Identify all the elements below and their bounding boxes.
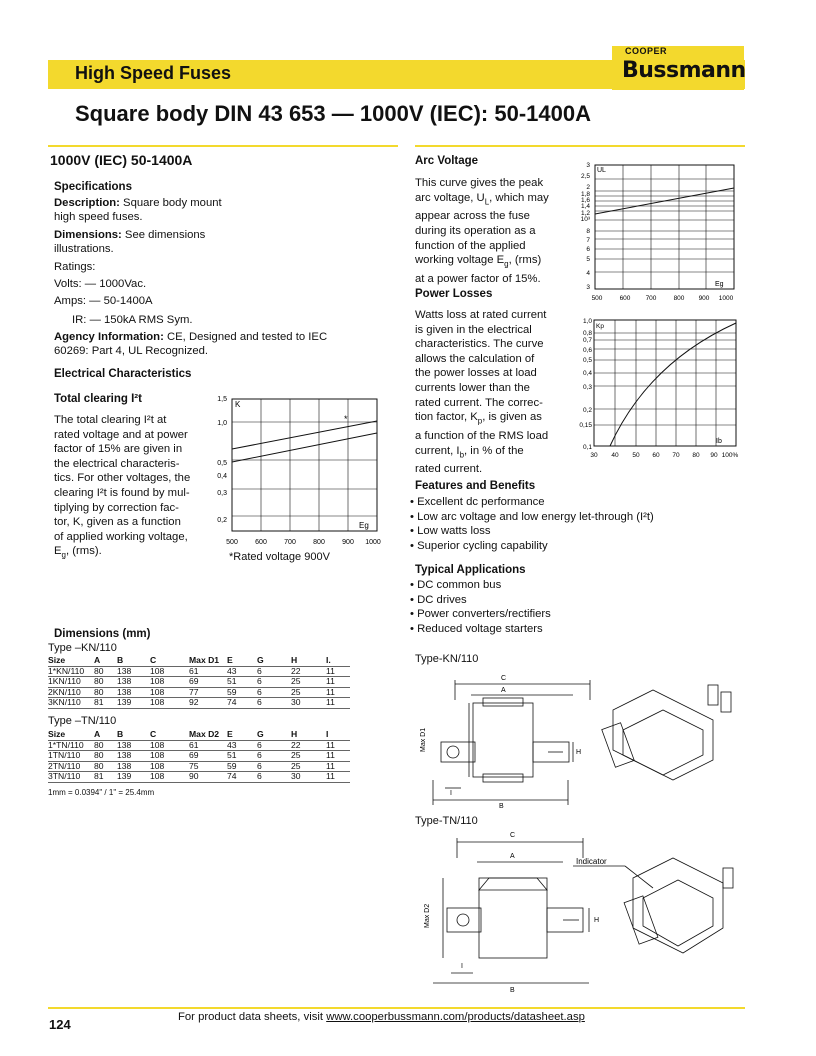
cell: 3TN/110 [48, 772, 94, 783]
arc-tick-y: 5 [586, 256, 590, 263]
cell: 81 [94, 772, 117, 783]
kn-drawing [413, 670, 743, 810]
cell: 6 [257, 687, 291, 698]
apps-heading: Typical Applications [415, 564, 526, 576]
power-tick-y: 0,8 [582, 330, 592, 337]
power-l10b: , in % of the [464, 444, 524, 457]
table-row [48, 751, 350, 762]
arc-tick-x: 1000 [718, 295, 734, 302]
arc-tick-y: 7 [586, 237, 590, 244]
brand-logo [612, 46, 744, 90]
cell: 80 [94, 751, 117, 762]
arc-tick-y: 3 [586, 284, 590, 291]
cell: 30 [291, 698, 326, 709]
clearing-line: tiplying by correction fac- [54, 501, 179, 514]
dim-c-label-tn: C [510, 832, 516, 839]
arc-tick-x: 700 [645, 295, 657, 302]
cell: 30 [291, 772, 326, 783]
k-tick-x: 900 [342, 539, 354, 546]
cell: 139 [117, 772, 150, 783]
clearing-line: tor, K, given as a function [54, 516, 181, 529]
cell: 61 [189, 666, 227, 677]
cell: 81 [94, 698, 117, 709]
tn-header-row [48, 730, 350, 740]
cell: 1KN/110 [48, 677, 94, 688]
cell: 6 [257, 761, 291, 772]
clearing-line: tics. For other voltages, the [54, 472, 191, 485]
cell: 51 [227, 751, 257, 762]
kn-col: A [94, 656, 117, 666]
arc-line: at a power factor of 15%. [415, 273, 541, 286]
cell: 2KN/110 [48, 687, 94, 698]
brand-top: COOPER [625, 46, 668, 56]
power-text [415, 308, 580, 477]
power-tick-y: 0,5 [582, 357, 592, 364]
spec-heading: Specifications [54, 181, 132, 193]
cell: 80 [94, 687, 117, 698]
clearing-heading: Total clearing I²t [54, 393, 142, 405]
arc-tick-y: 1,4 [580, 203, 590, 210]
arc-eg-sub: g [504, 259, 509, 269]
cell: 25 [291, 677, 326, 688]
arc-tick-y: 4 [586, 270, 590, 277]
k-tick-y: 1,5 [217, 396, 227, 403]
cell: 77 [189, 687, 227, 698]
footer-rule [48, 1007, 745, 1009]
power-tick-y: 0,4 [582, 370, 592, 377]
cell: 11 [326, 772, 350, 783]
dim-a-label-tn: A [510, 853, 515, 860]
kn-col: G [257, 656, 291, 666]
power-series [610, 323, 736, 446]
list-item: • Power converters/rectifiers [410, 608, 551, 621]
dimensions-info [54, 228, 205, 243]
cell: 43 [227, 666, 257, 677]
cell: 25 [291, 761, 326, 772]
power-tick-x: 100% [721, 452, 739, 459]
power-tick-x: 30 [590, 452, 598, 459]
cell: 92 [189, 698, 227, 709]
power-tick-y: 0,15 [579, 422, 592, 429]
dim-label: Dimensions: [54, 229, 122, 241]
cell: 138 [117, 740, 150, 751]
k-tick-y: 0,5 [217, 460, 227, 467]
table-row [48, 698, 350, 709]
k-tick-x: 500 [226, 539, 238, 546]
arc-chart [568, 158, 740, 306]
arc-tick-x: 600 [619, 295, 631, 302]
cell: 74 [227, 698, 257, 709]
dim-b-label-tn: B [510, 987, 515, 993]
cell: 25 [291, 751, 326, 762]
cell: 59 [227, 761, 257, 772]
k-chart-grid [232, 399, 377, 531]
cell: 11 [326, 687, 350, 698]
k-tick-y: 0,4 [217, 473, 227, 480]
cell: 11 [326, 761, 350, 772]
cell: 6 [257, 677, 291, 688]
arc-tick-y: 1,6 [580, 197, 590, 204]
arc-tick-y: 2,5 [580, 173, 590, 180]
cell: 108 [150, 740, 189, 751]
arc-text [415, 176, 580, 287]
tn-col: H [291, 730, 326, 740]
kn-table [48, 656, 350, 709]
k-series-lower [232, 433, 377, 462]
kn-col: Max D1 [189, 656, 227, 666]
subtitle: 1000V (IEC) 50-1400A [50, 152, 193, 168]
rule-right [415, 145, 745, 147]
tn-table [48, 730, 350, 783]
power-l8sub: p [477, 416, 483, 426]
dim-d1-label: Max D1 [420, 727, 427, 752]
power-tick-y: 1,0 [582, 318, 592, 325]
k-chart [205, 392, 385, 550]
clearing-line: of applied working voltage, [54, 530, 188, 543]
power-line: rated current. The correc- [415, 396, 543, 409]
cell: 1TN/110 [48, 751, 94, 762]
eg-symbol: E [54, 545, 62, 558]
agency-text: CE, Designed and tested to IEC [163, 331, 328, 343]
cell: 138 [117, 687, 150, 698]
cell: 74 [227, 772, 257, 783]
table-row [48, 677, 350, 688]
tn-col: C [150, 730, 189, 740]
arc-chart-frame [595, 165, 734, 289]
k-tick-x: 1000 [365, 539, 381, 546]
power-tick-x: 60 [652, 452, 660, 459]
power-x-label: Ib [716, 438, 722, 445]
tn-label: Type –TN/110 [48, 715, 117, 727]
power-line: the power losses at load [415, 367, 537, 380]
arc-line: function of the applied [415, 239, 526, 252]
ratings-volts: Volts: — 1000Vac. [54, 278, 147, 290]
tn-col: Size [48, 730, 94, 740]
dim-heading: Dimensions (mm) [54, 628, 151, 640]
list-item: • DC drives [410, 593, 467, 606]
power-l10a: current, I [415, 444, 460, 457]
kn-col: B [117, 656, 150, 666]
cell: 108 [150, 698, 189, 709]
power-line: currents lower than the [415, 381, 530, 394]
page-number: 124 [49, 1017, 71, 1032]
arc-line [415, 253, 580, 272]
elec-heading: Electrical Characteristics [54, 368, 192, 380]
desc-text: Square body mount [119, 197, 222, 209]
k-annotation: * [344, 414, 348, 424]
arc-tick-x: 900 [698, 295, 710, 302]
cell: 2TN/110 [48, 761, 94, 772]
cell: 80 [94, 677, 117, 688]
arc-tick-x: 800 [673, 295, 685, 302]
tn-drawing [413, 828, 743, 993]
dim-i-label-tn: I [461, 963, 463, 970]
dimensions-info-2: illustrations. [54, 243, 114, 255]
cell: 11 [326, 698, 350, 709]
dim-a-label: A [501, 687, 506, 694]
tn-col: I [326, 730, 350, 740]
rated-note: *Rated voltage 900V [229, 551, 330, 563]
ratings-label: Ratings: [54, 261, 96, 273]
brand-name: Bussmann [622, 58, 746, 83]
list-item: • Excellent dc performance [410, 496, 545, 508]
dim-i-label: I [450, 790, 452, 797]
list-item: • Superior cycling capability [410, 539, 548, 552]
cell: 108 [150, 687, 189, 698]
power-line: allows the calculation of [415, 352, 535, 365]
cell: 11 [326, 751, 350, 762]
eg-end: , (rms). [66, 545, 102, 558]
features-heading: Features and Benefits [415, 480, 536, 492]
features-list [410, 495, 654, 553]
arc-line-b: working voltage E [415, 254, 505, 267]
cell: 11 [326, 677, 350, 688]
dim-h-label-tn: H [594, 917, 600, 924]
cell: 139 [117, 698, 150, 709]
cell: 11 [326, 666, 350, 677]
table-row [48, 740, 350, 751]
k-tick-x: 700 [284, 539, 296, 546]
clearing-line-last [54, 544, 214, 563]
dim-b-label: B [499, 803, 504, 810]
agency-label: Agency Information: [54, 331, 164, 343]
power-tick-x: 70 [672, 452, 680, 459]
k-axis-label: K [235, 400, 241, 409]
arc-eg-end: , (rms) [508, 254, 542, 267]
footer-prefix: For product data sheets, visit [178, 1011, 327, 1023]
cell: 43 [227, 740, 257, 751]
tn-col: Max D2 [189, 730, 227, 740]
arc-tick-y: 1,8 [580, 191, 590, 198]
cell: 1*KN/110 [48, 666, 94, 677]
power-chart [568, 313, 743, 461]
arc-tick-y: 3 [586, 162, 590, 169]
clearing-line: rated voltage and at power [54, 428, 188, 441]
cell: 138 [117, 677, 150, 688]
power-tick-y: 0,2 [582, 407, 592, 414]
clearing-line: clearing I²t is found by mul- [54, 486, 190, 499]
k-tick-y: 1,0 [217, 420, 227, 427]
arc-heading: Arc Voltage [415, 155, 479, 167]
description-2: high speed fuses. [54, 211, 143, 223]
cell: 80 [94, 761, 117, 772]
cell: 61 [189, 740, 227, 751]
power-axis-label: Kp [596, 323, 604, 330]
cell: 108 [150, 677, 189, 688]
section-title: High Speed Fuses [75, 63, 232, 83]
arc-line: This curve gives the peak [415, 177, 544, 189]
power-l10sub: b [459, 449, 465, 459]
dim-text: See dimensions [121, 229, 206, 241]
arc-x-label: Eg [715, 281, 724, 288]
cell: 59 [227, 687, 257, 698]
list-item: • Reduced voltage starters [410, 622, 543, 635]
footer-link[interactable]: www.cooperbussmann.com/products/datasheet.asp [326, 1011, 585, 1023]
tn-col: G [257, 730, 291, 740]
table-row [48, 761, 350, 772]
tn-col: A [94, 730, 117, 740]
desc-label: Description: [54, 197, 120, 209]
cell: 90 [189, 772, 227, 783]
cell: 108 [150, 666, 189, 677]
cell: 69 [189, 751, 227, 762]
power-tick-x: 40 [611, 452, 619, 459]
arc-line: appear across the fuse [415, 210, 530, 223]
k-tick-y: 0,2 [217, 517, 227, 524]
cell: 1*TN/110 [48, 740, 94, 751]
rule-left [48, 145, 398, 147]
dim-c-label: C [501, 675, 507, 682]
clearing-text [54, 413, 214, 563]
power-tick-y: 0,7 [582, 337, 592, 344]
power-tick-y: 0,3 [582, 384, 592, 391]
dim-h-label: H [576, 749, 582, 756]
power-line: is given in the electrical [415, 323, 532, 336]
table-row [48, 666, 350, 677]
tn-col: B [117, 730, 150, 740]
power-chart-grid [594, 320, 736, 446]
ratings-amps: Amps: — 50-1400A [54, 295, 153, 307]
dim-d2-label: Max D2 [424, 903, 431, 928]
type-tn-label: Type-TN/110 [415, 815, 478, 827]
kn-col: H [291, 656, 326, 666]
kn-col: C [150, 656, 189, 666]
description [54, 196, 222, 211]
agency-info [54, 330, 327, 345]
cell: 22 [291, 666, 326, 677]
cell: 25 [291, 687, 326, 698]
power-line: characteristics. The curve [415, 338, 544, 351]
arc-line: during its operation as a [415, 225, 536, 238]
arc-line-a: arc voltage, U [415, 191, 485, 204]
arc-tick-y: 6 [586, 246, 590, 253]
cell: 138 [117, 666, 150, 677]
cell: 51 [227, 677, 257, 688]
clearing-line: the electrical characteris- [54, 457, 180, 470]
table-row [48, 772, 350, 783]
k-tick-x: 600 [255, 539, 267, 546]
cell: 6 [257, 666, 291, 677]
arc-axis-label: UL [597, 167, 606, 174]
cell: 138 [117, 761, 150, 772]
cell: 138 [117, 751, 150, 762]
kn-col: Size [48, 656, 94, 666]
list-item: • Low arc voltage and low energy let-through (I²t) [410, 510, 654, 523]
indicator-label: Indicator [576, 857, 607, 866]
power-l8b: , is given as [482, 411, 542, 424]
power-line: Watts loss at rated current [415, 309, 547, 321]
cell: 69 [189, 677, 227, 688]
cell: 108 [150, 772, 189, 783]
page-title: Square body DIN 43 653 — 1000V (IEC): 50-1400A [75, 101, 591, 126]
eg-sub: g [61, 550, 66, 560]
power-line [415, 444, 580, 463]
arc-tick-y: 8 [586, 228, 590, 235]
tn-col: E [227, 730, 257, 740]
cell: 6 [257, 772, 291, 783]
kn-col: E [227, 656, 257, 666]
cell: 3KN/110 [48, 698, 94, 709]
power-line: a function of the RMS load [415, 430, 549, 442]
conversion-note: 1mm = 0.0394" / 1" = 25.4mm [48, 788, 155, 797]
cell: 108 [150, 761, 189, 772]
arc-tick-x: 500 [591, 295, 603, 302]
cell: 80 [94, 666, 117, 677]
kn-col: I. [326, 656, 350, 666]
type-kn-label: Type-KN/110 [415, 653, 479, 665]
k-tick-x: 800 [313, 539, 325, 546]
arc-tick-y: 10³ [580, 216, 590, 223]
cell: 22 [291, 740, 326, 751]
arc-ul-end: , which may [489, 191, 549, 204]
kn-header-row [48, 656, 350, 666]
arc-tick-y: 2 [586, 184, 590, 191]
arc-line [415, 191, 580, 210]
power-line [415, 410, 580, 429]
cell: 6 [257, 698, 291, 709]
power-tick-x: 50 [632, 452, 640, 459]
k-x-label: Eg [359, 521, 369, 530]
footer-text [178, 1011, 585, 1023]
list-item: • Low watts loss [410, 525, 491, 538]
list-item: • DC common bus [410, 579, 502, 591]
cell: 80 [94, 740, 117, 751]
power-tick-x: 80 [692, 452, 700, 459]
cell: 6 [257, 740, 291, 751]
power-tick-y: 0,6 [582, 347, 592, 354]
agency-info-2: 60269: Part 4, UL Recognized. [54, 345, 209, 357]
table-row [48, 687, 350, 698]
kn-label: Type –KN/110 [48, 642, 117, 654]
clearing-line: The total clearing I²t at [54, 414, 167, 426]
power-tick-x: 90 [710, 452, 718, 459]
power-l8a: tion factor, K [415, 411, 478, 424]
k-series-upper [232, 421, 377, 449]
k-chart-frame [232, 399, 377, 531]
arc-tick-y: 1,2 [580, 210, 590, 217]
arc-chart-grid [595, 165, 734, 289]
ratings-ir: IR: — 150kA RMS Sym. [72, 314, 193, 326]
k-tick-y: 0,3 [217, 490, 227, 497]
cell: 11 [326, 740, 350, 751]
clearing-line: factor of 15% are given in [54, 443, 183, 456]
cell: 75 [189, 761, 227, 772]
power-line: rated current. [415, 463, 483, 476]
cell: 108 [150, 751, 189, 762]
arc-ul-sub: L [484, 196, 490, 206]
power-tick-y: 0,1 [582, 444, 592, 451]
cell: 6 [257, 751, 291, 762]
power-heading: Power Losses [415, 288, 493, 300]
apps-list [410, 578, 551, 636]
